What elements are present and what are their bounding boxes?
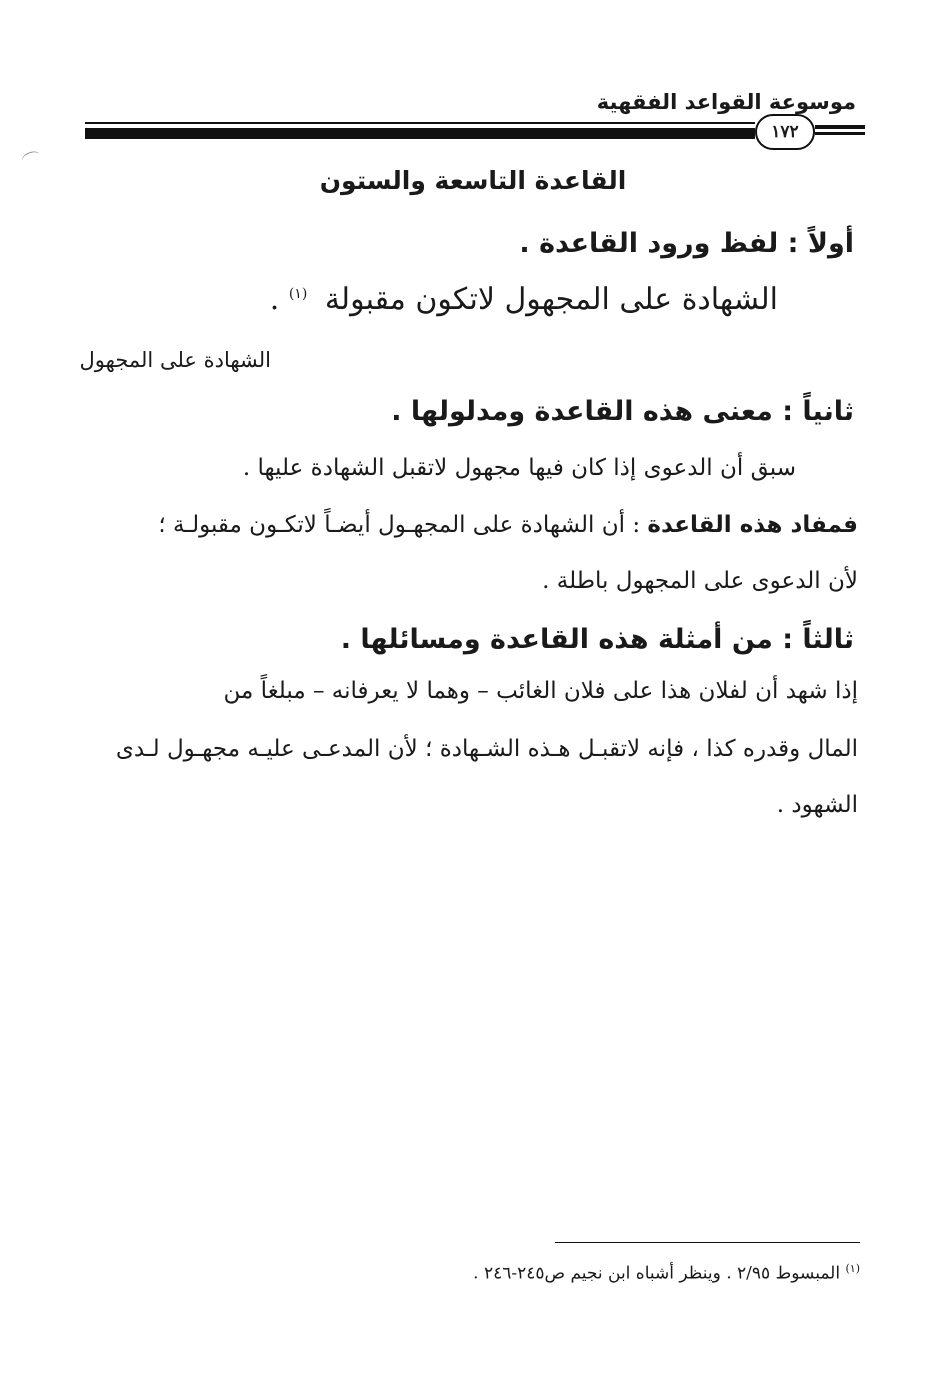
footnote-reference[interactable]: (١) [288, 286, 308, 302]
book-title: موسوعة القواعد الفقهية [596, 90, 856, 114]
footnote-text: المبسوط ٢/٩٥ . وينظر أشباه ابن نجيم ص٢٤٥-٢٤٦ . [473, 1263, 841, 1284]
footnote-marker: (١) [845, 1262, 860, 1275]
page-number-badge [755, 114, 815, 150]
meaning-bold-lead: فمفاد هذه القاعدة [647, 512, 858, 538]
example-line-1: إذا شهد أن لفلان هذا على فلان الغائب – وهما لا يعرفانه – مبلغاً من [223, 678, 858, 704]
header-rule-right [815, 125, 865, 129]
rule-title: القاعدة التاسعة والستون [319, 166, 627, 195]
example-line-2: المال وقدره كذا ، فإنه لاتقبـل هـذه الشـهادة ؛ لأن المدعـى عليـه مجهـول لـدى [115, 736, 858, 762]
meaning-line-3: لأن الدعوى على المجهول باطلة . [542, 568, 858, 594]
meaning-line-2 [110, 512, 858, 538]
meaning-line-2-rest: : أن الشهادة على المجهـول أيضـاً لاتكـون مقبولـة ؛ [158, 512, 641, 538]
page-number: ١٧٢ [771, 122, 799, 142]
margin-mark-icon [21, 149, 42, 165]
header-rule-right-lower [815, 132, 865, 135]
header-rule-thin [85, 122, 755, 124]
margin-note: الشهادة على المجهول [79, 348, 271, 372]
section-heading-examples: ثالثاً : من أمثلة هذه القاعدة ومسائلها . [340, 624, 854, 655]
meaning-line-1: سبق أن الدعوى إذا كان فيها مجهول لاتقبل الشهادة عليها . [242, 455, 796, 481]
example-line-3: الشهود . [776, 792, 858, 818]
footnote-separator [555, 1242, 860, 1243]
header-rule-thick [85, 128, 755, 139]
footnote [473, 1262, 860, 1284]
rule-statement-end: . [269, 282, 280, 317]
section-heading-wording: أولاً : لفظ ورود القاعدة . [519, 228, 854, 259]
section-heading-meaning: ثانياً : معنى هذه القاعدة ومدلولها . [391, 396, 854, 427]
rule-statement-text: الشهادة على المجهول لاتكون مقبولة [324, 282, 778, 317]
rule-statement [270, 282, 778, 317]
